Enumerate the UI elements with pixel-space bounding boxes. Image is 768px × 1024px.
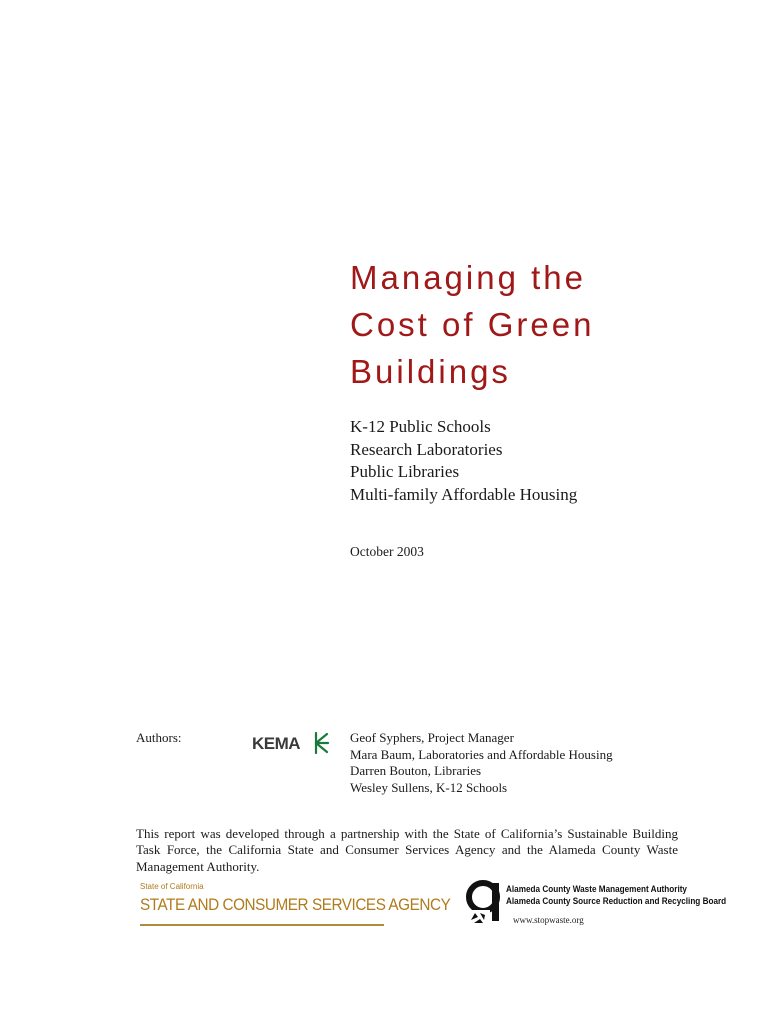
author-entry: Wesley Sullens, K-12 Schools <box>350 779 508 795</box>
author-list <box>350 730 613 796</box>
author-entry: Darren Bouton, Libraries <box>350 763 482 778</box>
subject-item: Public Libraries <box>350 462 460 481</box>
subject-list <box>350 416 577 506</box>
alameda-county-logo <box>466 880 727 928</box>
partnership-paragraph: This report was developed through a partnership with the State of California’s Sustainable Building Task Force, the California State and Consumer Services Agency and the Alameda County Waste Management Authority. <box>136 826 678 874</box>
title-line: Buildings <box>350 353 511 390</box>
subject-item: Research Laboratories <box>350 439 503 459</box>
acwma-line-2: Alameda County Source Reduction and Recycling Board <box>506 896 727 907</box>
authors-label: Authors: <box>136 730 182 745</box>
scsa-agency-name: STATE AND CONSUMER SERVICES AGENCY <box>140 895 451 914</box>
acwma-line-1: Alameda County Waste Management Authority <box>506 884 687 895</box>
state-consumer-services-agency-logo <box>140 882 451 928</box>
acwma-text <box>506 884 726 908</box>
subject-item: K-12 Public Schools <box>350 417 491 436</box>
kema-logo <box>252 731 330 755</box>
title-line: Cost of Green <box>350 306 595 343</box>
scsa-state-label: State of California <box>140 882 204 891</box>
author-entry: Geof Syphers, Project Manager <box>350 730 514 745</box>
stopwaste-logo-icon <box>466 880 506 926</box>
scsa-underline <box>140 924 384 926</box>
document-title <box>350 254 680 395</box>
publication-date: October 2003 <box>350 544 424 559</box>
kema-mark-icon <box>316 733 328 753</box>
subject-item: Multi-family Affordable Housing <box>350 484 578 504</box>
kema-logo-text: KEMA <box>252 734 301 753</box>
acwma-website: www.stopwaste.org <box>513 915 584 925</box>
title-line: Managing the <box>350 259 586 296</box>
author-entry: Mara Baum, Laboratories and Affordable Housing <box>350 746 613 762</box>
